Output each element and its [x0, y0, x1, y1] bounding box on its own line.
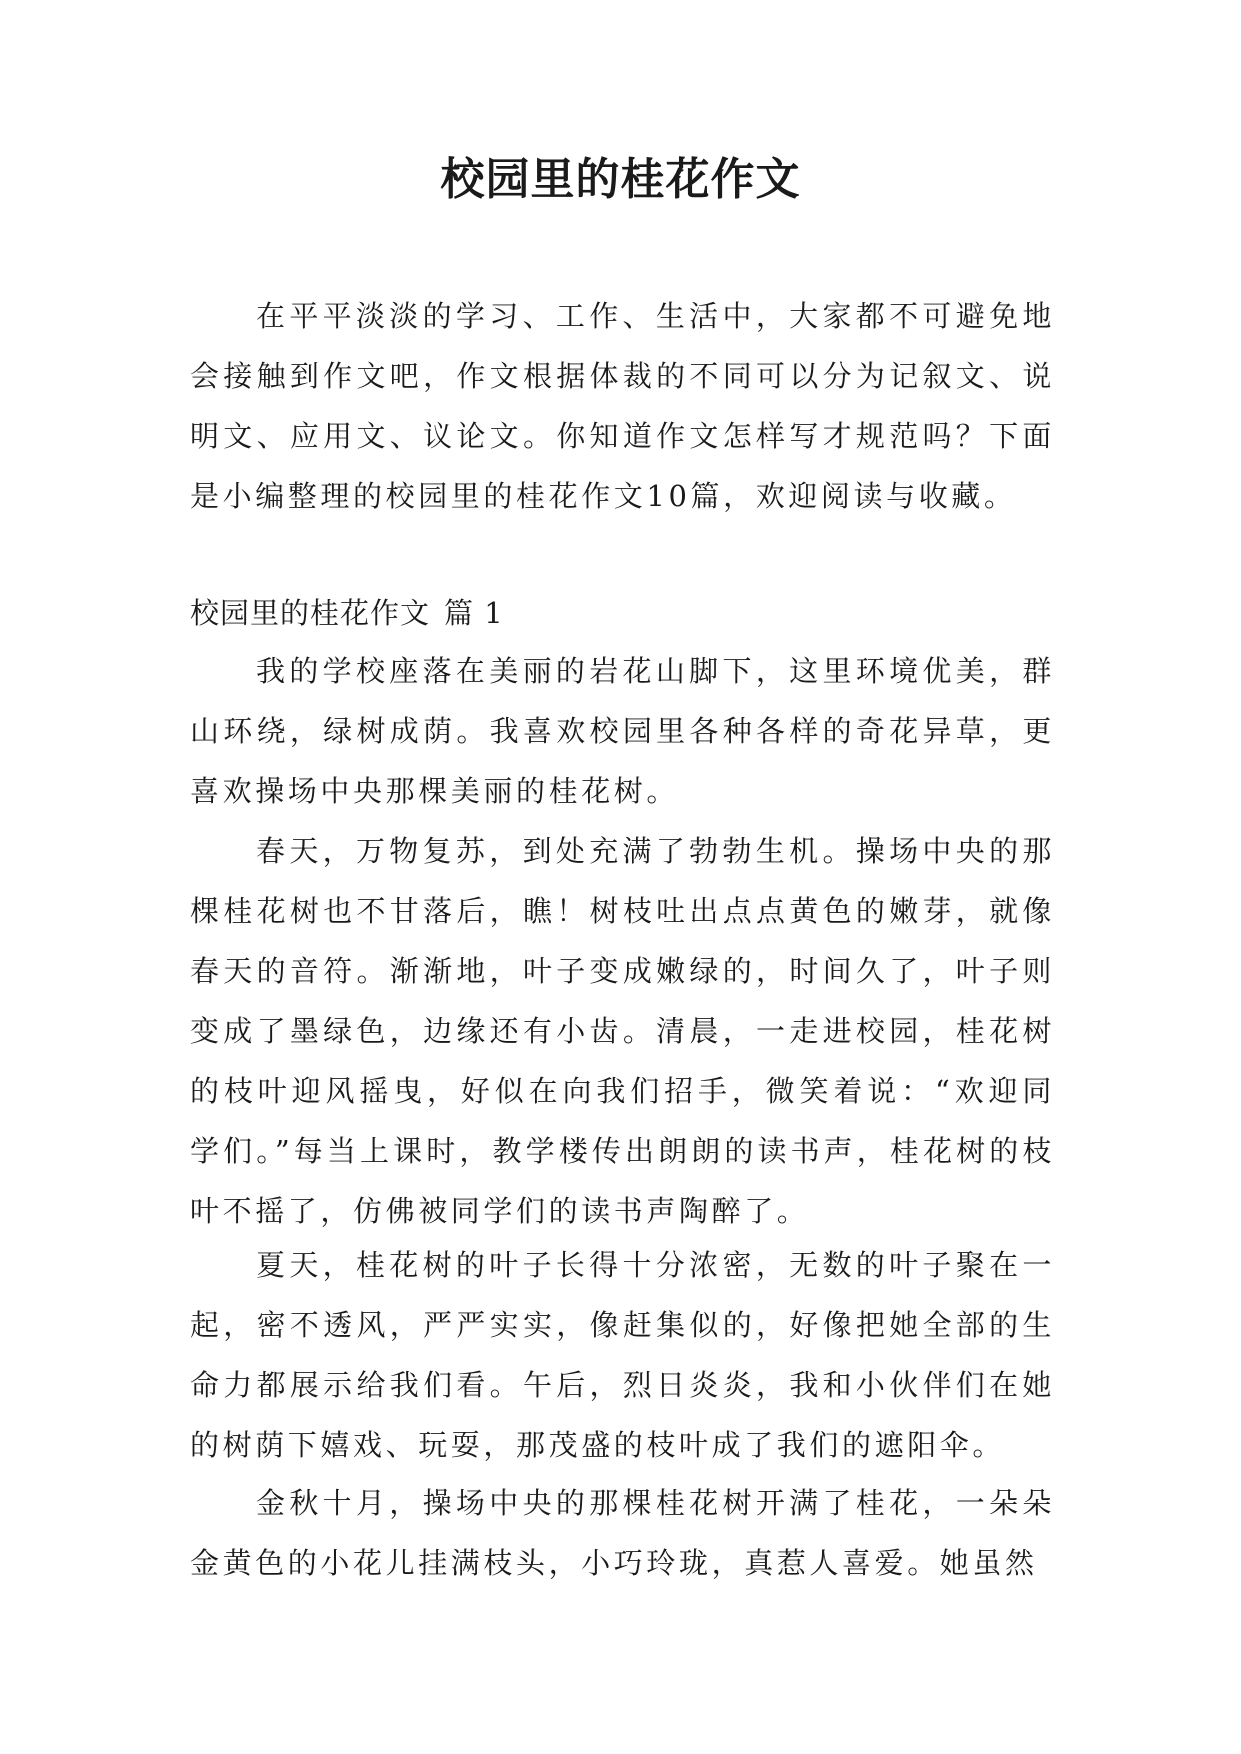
section-paragraph: 我的学校座落在美丽的岩花山脚下，这里环境优美，群山环绕，绿树成荫。我喜欢校园里各种各样的奇花异草，更喜欢操场中央那棵美丽的桂花树。 — [190, 654, 1055, 808]
document-title: 校园里的桂花作文 — [440, 154, 801, 205]
section-heading-number: 篇 1 — [444, 596, 504, 630]
section-heading-title: 校园里的桂花作文 — [190, 596, 431, 630]
intro-paragraph: 在平平淡淡的学习、工作、生活中，大家都不可避免地会接触到作文吧，作文根据体裁的不同可以分为记叙文、说明文、应用文、议论文。你知道作文怎样写才规范吗？下面是小编整理的校园里的桂花作文10篇，欢迎阅读与收藏。 — [190, 299, 1055, 513]
section-paragraph: 春天，万物复苏，到处充满了勃勃生机。操场中央的那棵桂花树也不甘落后，瞧！树枝吐出点点黄色的嫩芽，就像春天的音符。渐渐地，叶子变成嫩绿的，时间久了，叶子则变成了墨绿色，边缘还有小齿。清晨，一走进校园，桂花树的枝叶迎风摇曳，好似在向我们招手，微笑着说：“欢迎同学们。”每当上课时，教学楼传出朗朗的读书声，桂花树的枝叶不摇了，仿佛被同学们的读书声陶醉了。 — [190, 834, 1055, 1228]
section-paragraph: 金秋十月，操场中央的那棵桂花树开满了桂花，一朵朵金黄色的小花儿挂满枝头，小巧玲珑，真惹人喜爱。她虽然 — [190, 1486, 1055, 1580]
section-heading — [190, 583, 504, 643]
section-paragraph: 夏天，桂花树的叶子长得十分浓密，无数的叶子聚在一起，密不透风，严严实实，像赶集似的，好像把她全部的生命力都展示给我们看。午后，烈日炎炎，我和小伙伴们在她的树荫下嬉戏、玩耍，那茂盛的枝叶成了我们的遮阳伞。 — [190, 1248, 1055, 1462]
